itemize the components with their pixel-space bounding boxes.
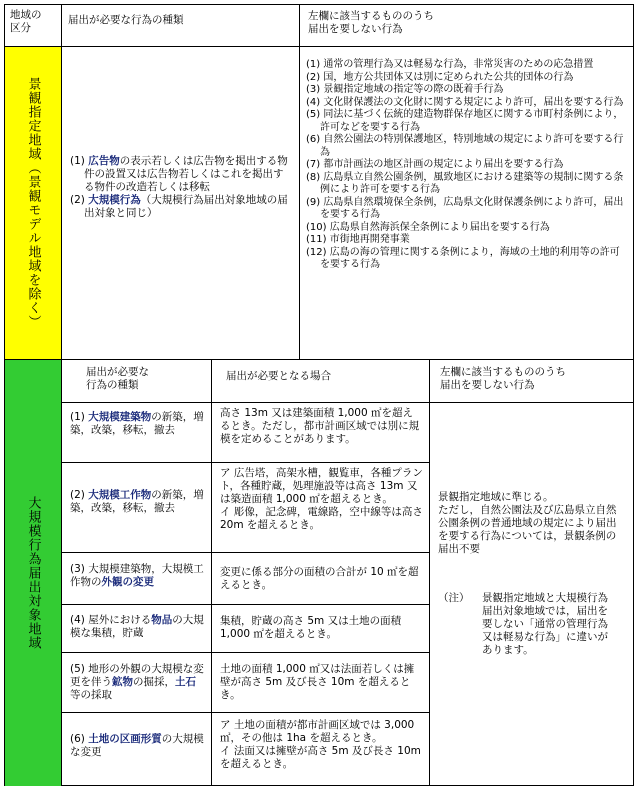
exempt-item: (10) 広島県自然海浜保全条例により届出を要する行為	[306, 221, 550, 233]
section1-exempt-list	[300, 47, 634, 360]
exempt-item: (6) 自然公園法の特別保護地区，特別地域の規定により許可を要する行為	[306, 134, 624, 158]
note-label: （注）	[438, 592, 470, 604]
section2-note	[438, 592, 626, 657]
act-row-2: (2) 大規模工作物の新築，増築，改築，移転，撤去	[62, 463, 212, 553]
exempt-item: (4) 文化財保護法の文化財に関する規定により許可，届出を要する行為	[306, 96, 624, 108]
act-row-5: (5) 地形の外観の大規模な変更を伴う鉱物の掘採，土石等の採取	[62, 653, 212, 713]
section1-acts	[62, 47, 300, 360]
section2-header-exempt: 左欄に該当するもののうち 届出を要しない行為	[430, 360, 634, 403]
section2-label: 大規模行為届出対象地域	[25, 496, 41, 650]
case-row-4: 集積，貯蔵の高さ 5m 又は土地の面積 1,000 ㎡を超えるとき。	[212, 605, 430, 653]
case-row-1: 高さ 13m 又は建築面積 1,000 ㎡を超えるとき。ただし，都市計画区域では別に規模を定めることがあります。	[212, 403, 430, 463]
act-row-1: (1) 大規模建築物の新築，増築，改築，移転，撤去	[62, 403, 212, 463]
case-row-6: ア 土地の面積が都市計画区域では 3,000 ㎡，その他は 1ha を超えるとき。 イ 法面又は擁壁が高さ 5m 及び長さ 10m を超えるとき。	[212, 713, 430, 786]
exempt-item: (12) 広島の海の管理に関する条例により，海域の土地的利用等の許可を要する行為	[306, 246, 620, 270]
header-area-label: 地域の 区分	[5, 5, 62, 47]
section1-act-1: (1) 広告物の表示若しくは広告物を掲出する物件の設置又は広告物若しくはこれを掲出する物件の改造若しくは移転	[70, 155, 288, 193]
exempt-item: (2) 国，地方公共団体又は別に定められた公共的団体の行為	[306, 71, 574, 83]
case-row-2: ア 広告塔，高架水槽，観覧車，各種プラント，各種貯蔵，処理施設等は高さ 13m 又は築造面積 1,000 ㎡を超えるとき。 イ 彫像，記念碑，電線路，空中線等は高さ 20m を超えるとき。	[212, 463, 430, 553]
section2-exempt-text: 景観指定地域に準じる。 ただし，自然公園法及び広島県立自然公園条例の普通地域の規定により届出を要する行為については，景観条例の届出不要	[438, 491, 617, 555]
exempt-item: (8) 広島県立自然公園条例，風致地区における建築等の規制に関する条例により許可を要する行為	[306, 171, 624, 195]
exempt-item: (7) 都市計画法の地区計画の規定により届出を要する行為	[306, 159, 564, 170]
exempt-item: (3) 景観指定地域の指定等の際の既着手行為	[306, 84, 504, 95]
section2-label-cell	[5, 360, 62, 786]
regulation-table	[4, 4, 634, 786]
exempt-item: (11) 市街地再開発事業	[306, 234, 410, 245]
header-acts-label: 届出が必要な行為の種類	[62, 5, 300, 47]
act-row-4: (4) 屋外における物品の大規模な集積，貯蔵	[62, 605, 212, 653]
section2-exempt	[430, 403, 634, 786]
note-text: 景観指定地域と大規模行為届出対象地域では，届出を要しない「通常の管理行為又は軽易な行為」に違いがあります。	[482, 592, 608, 656]
section1-label: 景観指定地域（景観モデル地域を除く）	[25, 77, 41, 329]
section2-header-acts: 届出が必要な 行為の種類	[62, 360, 212, 403]
header-exempt-label: 左欄に該当するもののうち 届出を要しない行為	[300, 5, 634, 47]
section1-label-cell	[5, 47, 62, 360]
case-row-3: 変更に係る部分の面積の合計が 10 ㎡を超えるとき。	[212, 553, 430, 605]
exempt-item: (1) 通常の管理行為又は軽易な行為，非常災害のための応急措置	[306, 59, 594, 70]
exempt-item: (9) 広島県自然環境保全条例，広島県文化財保護条例により許可，届出を要する行為	[306, 196, 624, 220]
act-row-6: (6) 土地の区画形質の大規模な変更	[62, 713, 212, 786]
section2-header-cases: 届出が必要となる場合	[212, 360, 430, 403]
section1-act-2: (2) 大規模行為（大規模行為届出対象地域の届出対象と同じ）	[70, 194, 288, 219]
act-row-3: (3) 大規模建築物，大規模工作物の外観の変更	[62, 553, 212, 605]
exempt-item: (5) 同法に基づく伝統的建造物群保存地区に関する市町村条例により，許可などを要する行為	[306, 109, 624, 133]
case-row-5: 土地の面積 1,000 ㎡又は法面若しくは擁壁が高さ 5m 及び長さ 10m を超えるとき。	[212, 653, 430, 713]
